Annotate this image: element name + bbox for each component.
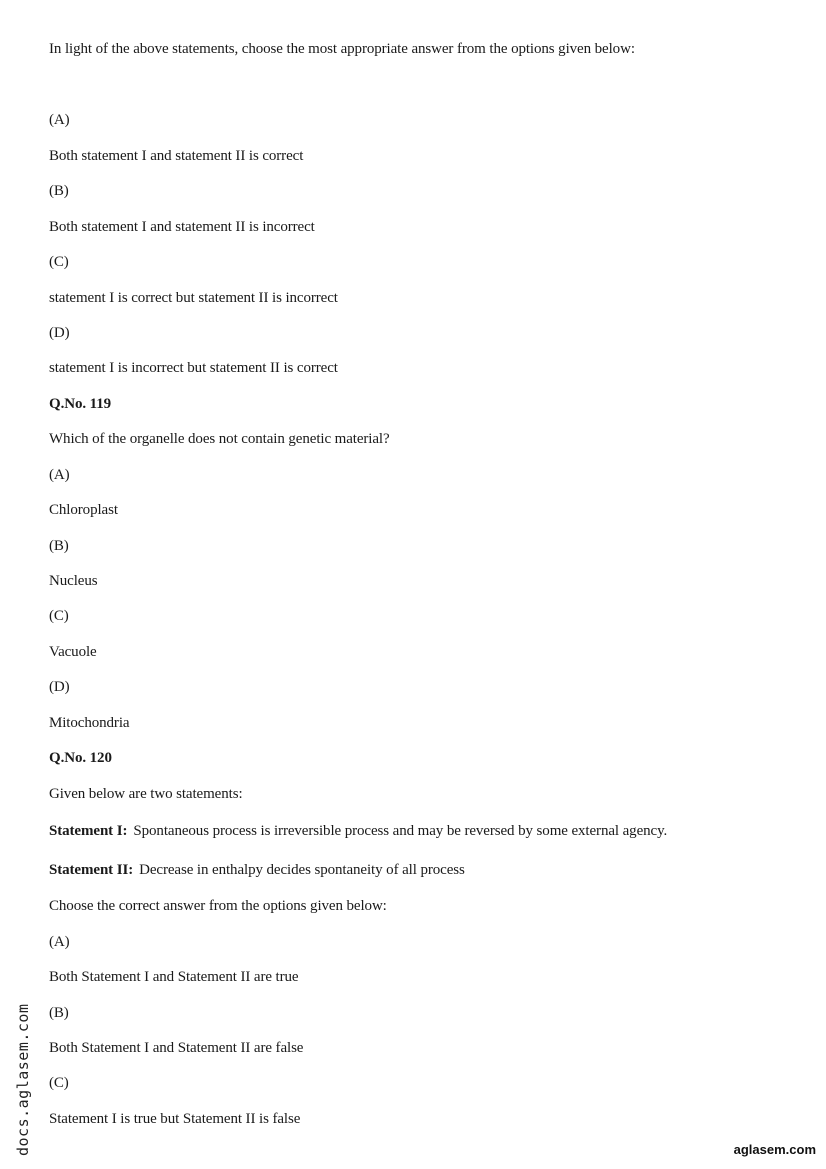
- option-text: Nucleus: [49, 573, 98, 589]
- option-letter: (B): [49, 1005, 69, 1021]
- corner-watermark: aglasem.com: [733, 1142, 816, 1157]
- side-watermark: docs.aglasem.com: [14, 1003, 32, 1156]
- option-text: Chloroplast: [49, 502, 118, 518]
- statement-two-label: Statement II:: [49, 862, 134, 878]
- option-text: statement I is incorrect but statement II is correct: [49, 360, 338, 376]
- question-number: Q.No. 119: [49, 396, 112, 412]
- option-letter: (A): [49, 112, 70, 128]
- option-letter: (A): [49, 934, 70, 950]
- statement-one-label: Statement I:: [49, 823, 128, 839]
- option-letter: (D): [49, 325, 70, 341]
- option-text: Both statement I and statement II is incorrect: [49, 219, 315, 235]
- option-text: Both Statement I and Statement II are false: [49, 1040, 304, 1056]
- question-intro: Given below are two statements:: [49, 786, 243, 802]
- option-text: Both Statement I and Statement II are true: [49, 969, 299, 985]
- option-letter: (B): [49, 538, 69, 554]
- option-text: statement I is correct but statement II is incorrect: [49, 290, 338, 306]
- option-text: Mitochondria: [49, 715, 130, 731]
- question-prompt: Choose the correct answer from the options given below:: [49, 898, 387, 914]
- option-letter: (C): [49, 254, 69, 270]
- option-letter: (C): [49, 608, 69, 624]
- option-letter: (B): [49, 183, 69, 199]
- option-text: Vacuole: [49, 644, 97, 660]
- option-text: Statement I is true but Statement II is false: [49, 1111, 301, 1127]
- option-letter: (A): [49, 467, 70, 483]
- option-text: Both statement I and statement II is correct: [49, 148, 304, 164]
- option-letter: (C): [49, 1075, 69, 1091]
- statement-two-text: Decrease in enthalpy decides spontaneity of all process: [139, 862, 465, 878]
- statement-one: [49, 822, 667, 840]
- question-number: Q.No. 120: [49, 750, 112, 766]
- intro-text: In light of the above statements, choose the most appropriate answer from the options given below:: [49, 41, 635, 57]
- question-text: Which of the organelle does not contain genetic material?: [49, 431, 390, 447]
- statement-one-text: Spontaneous process is irreversible process and may be reversed by some external agency.: [133, 823, 668, 839]
- option-letter: (D): [49, 679, 70, 695]
- statement-two: [49, 861, 465, 879]
